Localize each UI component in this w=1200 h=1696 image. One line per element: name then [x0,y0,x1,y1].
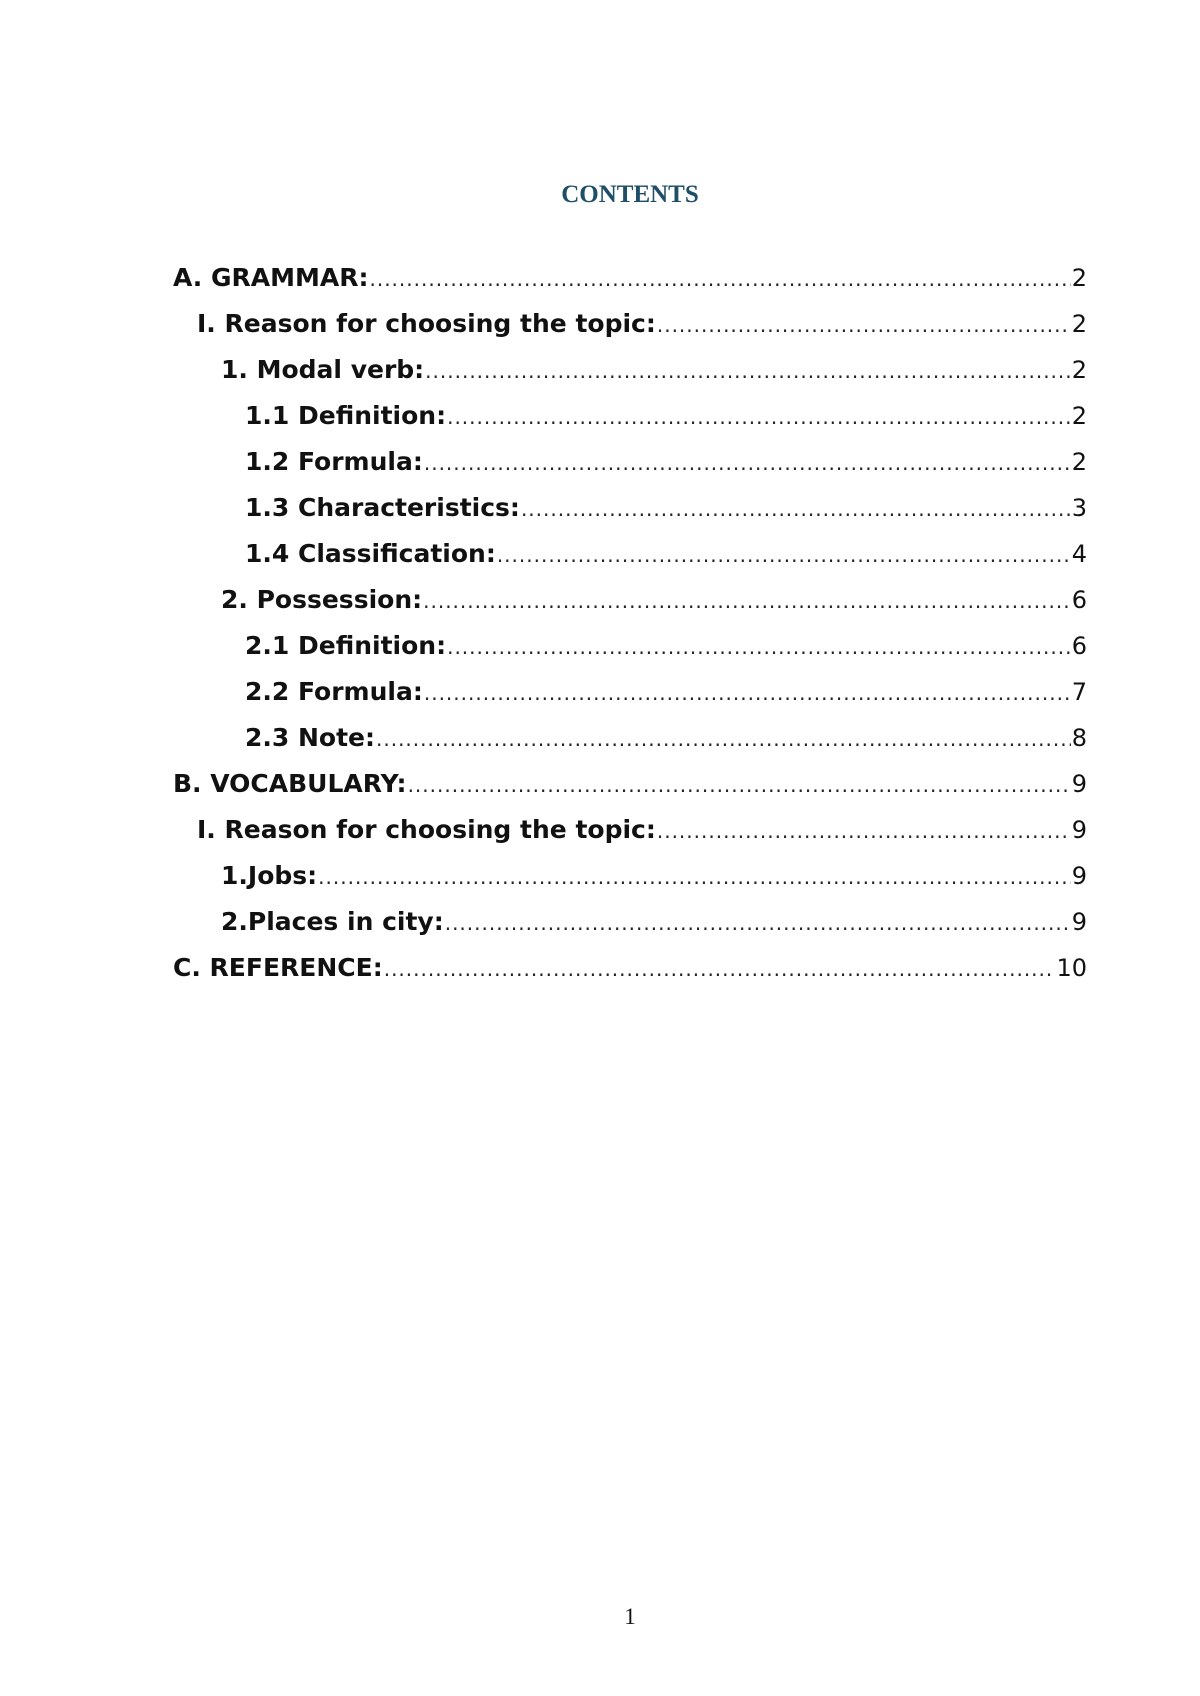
toc-entry-jobs[interactable] [173,853,1087,899]
toc-dot-leader [447,394,1071,440]
toc-dot-leader [424,440,1071,486]
toc-entry-page: 9 [1071,908,1087,936]
toc-entry-places-in-city[interactable] [173,899,1087,945]
toc-entry-page: 2 [1071,310,1087,338]
toc-entry-modal-definition[interactable] [173,393,1087,439]
toc-entry-modal-verb[interactable] [173,347,1087,393]
toc-entry-page: 6 [1071,586,1087,614]
toc-dot-leader [384,946,1056,992]
toc-dot-leader [521,486,1071,532]
toc-entry-page: 2 [1071,402,1087,430]
toc-entry-modal-classification[interactable] [173,531,1087,577]
toc-entry-possession-note[interactable] [173,715,1087,761]
page-title: CONTENTS [561,181,699,208]
toc-entry-reference[interactable] [173,945,1087,991]
toc-entry-label: I. Reason for choosing the topic: [197,815,656,844]
toc-entry-label: 1.4 Classification: [245,539,496,568]
toc-entry-label: 1.3 Characteristics: [245,493,520,522]
toc-dot-leader [497,532,1071,578]
toc-entry-possession-definition[interactable] [173,623,1087,669]
toc-dot-leader [369,256,1070,302]
toc-dot-leader [424,670,1071,716]
toc-dot-leader [445,900,1071,946]
toc-entry-page: 9 [1071,862,1087,890]
toc-entry-label: 1.2 Formula: [245,447,423,476]
toc-entry-page: 4 [1071,540,1087,568]
page-number: 1 [624,1604,636,1629]
toc-entry-label: 1.1 Definition: [245,401,447,430]
toc-entry-page: 2 [1071,264,1087,292]
toc-entry-label: 2. Possession: [221,585,423,614]
toc-entry-page: 7 [1071,678,1087,706]
toc-entry-possession[interactable] [173,577,1087,623]
toc-entry-modal-characteristics[interactable] [173,485,1087,531]
toc-entry-page: 8 [1071,724,1087,752]
toc-entry-label: 2.3 Note: [245,723,375,752]
toc-entry-page: 9 [1071,816,1087,844]
toc-dot-leader [657,302,1071,348]
toc-entry-page: 2 [1071,448,1087,476]
toc-entry-page: 6 [1071,632,1087,660]
toc-entry-page: 2 [1071,356,1087,384]
toc-dot-leader [408,762,1071,808]
toc-dot-leader [447,624,1071,670]
toc-entry-label: 2.1 Definition: [245,631,447,660]
toc-entry-label: B. VOCABULARY: [173,769,407,798]
toc-dot-leader [425,348,1071,394]
toc-entry-label: 2.Places in city: [221,907,444,936]
toc-entry-label: 1. Modal verb: [221,355,425,384]
toc-entry-modal-formula[interactable] [173,439,1087,485]
toc-dot-leader [657,808,1071,854]
toc-entry-grammar[interactable] [173,255,1087,301]
toc-entry-page: 3 [1071,494,1087,522]
toc-entry-vocabulary[interactable] [173,761,1087,807]
toc-entry-label: 2.2 Formula: [245,677,423,706]
toc-entry-page: 10 [1056,954,1087,982]
toc-entry-label: 1.Jobs: [221,861,318,890]
toc-entry-vocabulary-reason[interactable] [173,807,1087,853]
toc-entry-possession-formula[interactable] [173,669,1087,715]
toc-entry-grammar-reason[interactable] [173,301,1087,347]
toc-dot-leader [318,854,1071,900]
toc-dot-leader [423,578,1071,624]
toc-dot-leader [376,716,1071,762]
table-of-contents [173,255,1087,991]
toc-entry-label: A. GRAMMAR: [173,263,369,292]
toc-entry-label: I. Reason for choosing the topic: [197,309,656,338]
toc-entry-label: C. REFERENCE: [173,953,383,982]
toc-entry-page: 9 [1071,770,1087,798]
